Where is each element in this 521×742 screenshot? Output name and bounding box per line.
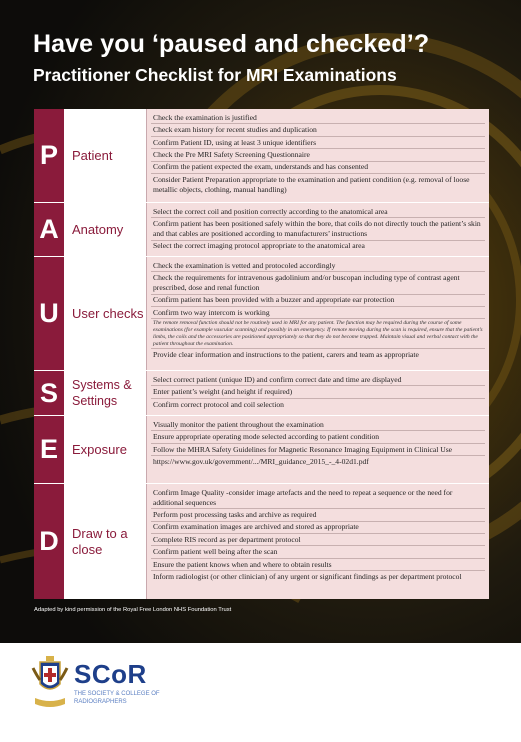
brand-logo-text: SCoR: [74, 659, 147, 689]
header: [33, 28, 429, 86]
section-items: [147, 416, 489, 483]
checklist-item: Confirm the patient expected the exam, understands and has consented: [151, 162, 485, 174]
section-exposure: [34, 416, 489, 484]
checklist-item: Check the Pre MRI Safety Screening Questionnaire: [151, 149, 485, 161]
checklist-item: Follow the MHRA Safety Guidelines for Magnetic Resonance Imaging Equipment in Clinical Use: [151, 444, 485, 456]
checklist-item: Provide clear information and instructions to the patient, carers and team as appropriate: [153, 349, 419, 359]
section-label: Systems & Settings: [64, 371, 147, 415]
section-draw-to-close: [34, 484, 489, 599]
section-letter: U: [34, 257, 64, 370]
page-subtitle: Practitioner Checklist for MRI Examinations: [33, 65, 397, 85]
checklist-item: Select the correct imaging protocol appropriate to the anatomical area: [153, 241, 365, 251]
checklist-table: [34, 109, 489, 599]
section-letter: P: [34, 109, 64, 202]
section-anatomy: [34, 203, 489, 257]
section-items: [147, 109, 489, 202]
section-systems-settings: [34, 371, 489, 416]
checklist-item: Ensure the patient knows when and where to obtain results: [151, 559, 485, 571]
section-items: [147, 484, 489, 599]
credit-text: Adapted by kind permission of the Royal Free London NHS Foundation Trust: [34, 607, 232, 613]
checklist-item: Complete RIS record as per department protocol: [151, 534, 485, 546]
section-label: Draw to a close: [64, 484, 147, 599]
crest-icon: [31, 654, 69, 712]
section-letter: A: [34, 203, 64, 256]
checklist-item: Confirm patient has been provided with a buzzer and appropriate ear protection: [151, 295, 485, 307]
checklist-item: Consider Patient Preparation appropriate to the examination and patient condition (e.g. removal of loose metallic objects, clothing, manual handling): [153, 174, 470, 194]
checklist-item: Check the requirements for intravenous gadolinium and/or buscopan including type of contrast agent prescribed, dose and renal function: [151, 272, 485, 294]
checklist-item: Visually monitor the patient throughout the examination: [151, 419, 485, 431]
section-letter: D: [34, 484, 64, 599]
section-letter: S: [34, 371, 64, 415]
checklist-item: Ensure appropriate operating mode selected according to patient condition: [151, 431, 485, 443]
section-label: Patient: [64, 109, 147, 202]
mhra-guidance-link[interactable]: https://www.gov.uk/government/.../MRI_guidance_2015_-_4-02d1.pdf: [153, 456, 369, 466]
page-title: Have you ‘paused and checked’?: [33, 30, 430, 58]
section-label: Exposure: [64, 416, 147, 483]
checklist-item: Check exam history for recent studies and duplication: [151, 124, 485, 136]
section-label: User checks: [64, 257, 147, 370]
checklist-item: Check the examination is vetted and protocoled accordingly: [151, 260, 485, 272]
checklist-item: Enter patient’s weight (and height if required): [151, 386, 485, 398]
section-items: [147, 203, 489, 256]
checklist-item: Confirm patient well being after the scan: [151, 546, 485, 558]
checklist-item: Confirm Image Quality -consider image artefacts and the need to repeat a sequence or the need for additional sequences: [151, 487, 485, 509]
checklist-item: Perform post processing tasks and archive as required: [151, 509, 485, 521]
checklist-item: Confirm examination images are archived and stored as appropriate: [151, 522, 485, 534]
section-items: [147, 257, 489, 370]
checklist-item: Confirm correct protocol and coil selection: [153, 399, 284, 409]
checklist-item: Select correct patient (unique ID) and confirm correct date and time are displayed: [151, 374, 485, 386]
section-letter: E: [34, 416, 64, 483]
section-label: Anatomy: [64, 203, 147, 256]
brand-subtitle: THE SOCIETY & COLLEGE OF RADIOGRAPHERS: [74, 691, 160, 705]
section-patient: [34, 109, 489, 203]
remote-removal-note: The remote removal function should not be routinely used in MRI for any patient. The function may be required during the course of some examinations (for example vascular scanning) and possibly in an emergency. If remote moving during the scan is required, ensure that the patient’s limbs, the coils and the accessories are positioned appropriately so that they do not become trapped. Maintain visual and verbal contact with the patient throughout the examination.: [151, 319, 485, 349]
checklist-item: Inform radiologist (or other clinician) of any urgent or significant findings as per department protocol: [153, 571, 462, 581]
checklist-item: Select the correct coil and position correctly according to the anatomical area: [151, 206, 485, 218]
checklist-item: Confirm two way intercom is working: [151, 307, 485, 319]
section-items: [147, 371, 489, 415]
footer: [0, 643, 521, 742]
checklist-item: Confirm patient has been positioned safely within the bore, that coils do not directly touch the patient’s skin and that cables are positioned according to manufacturers’ instructions: [151, 218, 485, 240]
checklist-item: Confirm Patient ID, using at least 3 unique identifiers: [151, 137, 485, 149]
section-user-checks: [34, 257, 489, 371]
checklist-item: Check the examination is justified: [151, 112, 485, 124]
